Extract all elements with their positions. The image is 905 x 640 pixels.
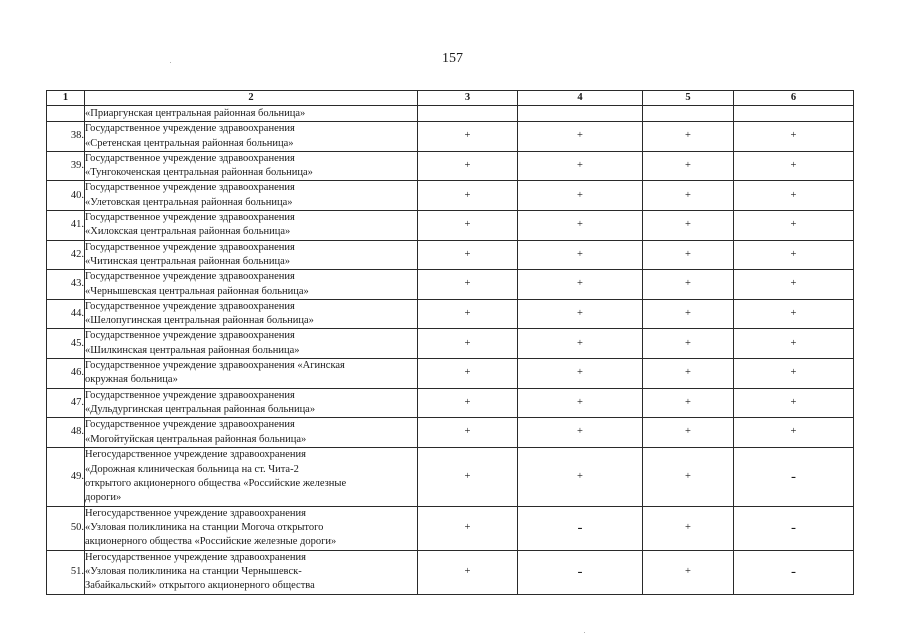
table-row [47, 122, 854, 152]
plus-mark-cell: + [418, 447, 518, 506]
plus-mark-cell: + [734, 329, 854, 359]
plus-mark-cell: + [518, 359, 643, 389]
row-number-cell: 39. [47, 151, 85, 181]
row-number-cell: 43. [47, 270, 85, 300]
plus-mark-cell: + [518, 211, 643, 241]
row-number-cell: 47. [47, 388, 85, 418]
plus-mark-cell: + [734, 388, 854, 418]
header-cell: 2 [85, 91, 418, 106]
continuation-row [47, 106, 854, 122]
header-cell: 6 [734, 91, 854, 106]
facility-name-line: «Шелопугинская центральная районная больница» [85, 315, 314, 327]
table-row [47, 329, 854, 359]
facility-name-cell [85, 299, 418, 329]
table-row [47, 299, 854, 329]
table-row [47, 211, 854, 241]
minus-mark-cell: - [734, 447, 854, 506]
facility-name-cell [85, 181, 418, 211]
plus-mark-cell: + [643, 329, 734, 359]
plus-mark-cell: + [643, 151, 734, 181]
facility-name-cell [85, 418, 418, 448]
facility-name-cell [85, 506, 418, 550]
plus-mark-cell: + [418, 388, 518, 418]
plus-mark-cell: + [734, 181, 854, 211]
facility-name-cell [85, 211, 418, 241]
facility-name-line: Негосударственное учреждение здравоохранения [85, 507, 306, 519]
plus-mark-cell: + [643, 418, 734, 448]
facility-name-line: Государственное учреждение здравоохранения [85, 241, 295, 253]
facility-name-line: Государственное учреждение здравоохранения [85, 212, 295, 224]
plus-mark-cell: + [643, 359, 734, 389]
facility-name-cell [85, 151, 418, 181]
facility-name-line: «Читинская центральная районная больница» [85, 255, 291, 267]
plus-mark-cell: + [734, 299, 854, 329]
facility-name-line: Государственное учреждение здравоохранения [85, 271, 295, 283]
facility-name-line: «Узловая поликлиника на станции Могоча открытого [85, 522, 324, 534]
row-number-cell: 51. [47, 550, 85, 594]
minus-mark-cell: - [734, 506, 854, 550]
header-row [47, 91, 854, 106]
facility-name-line: «Хилокская центральная районная больница» [85, 226, 291, 238]
facility-name-line: окружная больница» [85, 374, 178, 386]
facility-name-cell [85, 329, 418, 359]
plus-mark-cell: + [518, 447, 643, 506]
facility-name-line: «Тунгокоченская центральная районная больница» [85, 167, 313, 179]
facility-name-line: Государственное учреждение здравоохранения [85, 419, 295, 431]
plus-mark-cell: + [518, 388, 643, 418]
facility-name-line: «Узловая поликлиника на станции Чернышевск- [85, 566, 302, 578]
mark-cell [734, 106, 854, 122]
table-row [47, 418, 854, 448]
facility-name-line: Государственное учреждение здравоохранения «Агинская [85, 360, 345, 372]
plus-mark-cell: + [418, 270, 518, 300]
plus-mark-cell: + [734, 418, 854, 448]
header-cell: 4 [518, 91, 643, 106]
facility-name-line: Забайкальский» открытого акционерного общества [85, 580, 315, 592]
facility-name-line: акционерного общества «Российские железные дороги» [85, 536, 337, 548]
facility-name-line: «Могойтуйская центральная районная больница» [85, 433, 307, 445]
plus-mark-cell: + [518, 122, 643, 152]
mark-cell [418, 106, 518, 122]
row-number-cell: 45. [47, 329, 85, 359]
plus-mark-cell: + [734, 122, 854, 152]
table-row [47, 388, 854, 418]
facility-name-line: «Дульдургинская центральная районная больница» [85, 403, 316, 415]
facility-name-line: Государственное учреждение здравоохранения [85, 123, 295, 135]
mark-cell [518, 106, 643, 122]
plus-mark-cell: + [418, 151, 518, 181]
facility-name-line: Государственное учреждение здравоохранения [85, 152, 295, 164]
plus-mark-cell: + [518, 299, 643, 329]
plus-mark-cell: + [643, 240, 734, 270]
row-number-cell: 44. [47, 299, 85, 329]
plus-mark-cell: + [643, 506, 734, 550]
facility-name-line: «Приаргунская центральная районная больница» [85, 107, 306, 119]
facilities-table [46, 90, 854, 595]
facility-name-cell [85, 447, 418, 506]
minus-mark-cell: - [734, 550, 854, 594]
plus-mark-cell: + [518, 151, 643, 181]
plus-mark-cell: + [734, 359, 854, 389]
facility-name-line: «Шилкинская центральная районная больница» [85, 344, 300, 356]
facility-name-cell [85, 359, 418, 389]
plus-mark-cell: + [643, 270, 734, 300]
plus-mark-cell: + [418, 299, 518, 329]
row-number-cell: 38. [47, 122, 85, 152]
scan-speck [170, 62, 171, 63]
minus-mark-cell: - [518, 550, 643, 594]
row-number-cell: 48. [47, 418, 85, 448]
facility-name-line: открытого акционерного общества «Российские железные [85, 477, 347, 489]
plus-mark-cell: + [418, 122, 518, 152]
plus-mark-cell: + [518, 270, 643, 300]
row-number-cell: 46. [47, 359, 85, 389]
facility-name-cell [85, 550, 418, 594]
plus-mark-cell: + [418, 550, 518, 594]
facility-name-cell [85, 388, 418, 418]
row-number-cell: 49. [47, 447, 85, 506]
plus-mark-cell: + [643, 447, 734, 506]
plus-mark-cell: + [734, 240, 854, 270]
table-row [47, 151, 854, 181]
plus-mark-cell: + [518, 240, 643, 270]
facility-name-line: Государственное учреждение здравоохранения [85, 389, 295, 401]
plus-mark-cell: + [643, 122, 734, 152]
row-number-cell [47, 106, 85, 122]
row-number-cell: 41. [47, 211, 85, 241]
table-row [47, 240, 854, 270]
table-row [47, 359, 854, 389]
table-row [47, 181, 854, 211]
plus-mark-cell: + [643, 211, 734, 241]
plus-mark-cell: + [518, 329, 643, 359]
plus-mark-cell: + [418, 359, 518, 389]
row-number-cell: 40. [47, 181, 85, 211]
scan-speck [584, 632, 585, 633]
facility-name-line: дороги» [85, 492, 122, 504]
plus-mark-cell: + [518, 181, 643, 211]
header-cell: 3 [418, 91, 518, 106]
facility-name-line: Государственное учреждение здравоохранения [85, 300, 295, 312]
plus-mark-cell: + [418, 329, 518, 359]
row-number-cell: 50. [47, 506, 85, 550]
facility-name-line: «Улетовская центральная районная больница» [85, 196, 293, 208]
minus-mark-cell: - [518, 506, 643, 550]
facility-name-line: «Сретенская центральная районная больница» [85, 137, 294, 149]
row-number-cell: 42. [47, 240, 85, 270]
facility-name-line: «Чернышевская центральная районная больница» [85, 285, 309, 297]
facility-name-cell [85, 122, 418, 152]
facility-name-line: Негосударственное учреждение здравоохранения [85, 551, 306, 563]
plus-mark-cell: + [418, 211, 518, 241]
facility-name-line: Негосударственное учреждение здравоохранения [85, 449, 306, 461]
table-row [47, 550, 854, 594]
facility-name-line: Государственное учреждение здравоохранения [85, 330, 295, 342]
header-cell: 5 [643, 91, 734, 106]
plus-mark-cell: + [643, 550, 734, 594]
plus-mark-cell: + [518, 418, 643, 448]
plus-mark-cell: + [643, 388, 734, 418]
plus-mark-cell: + [734, 270, 854, 300]
plus-mark-cell: + [643, 299, 734, 329]
plus-mark-cell: + [418, 181, 518, 211]
facility-name-line: Государственное учреждение здравоохранения [85, 182, 295, 194]
plus-mark-cell: + [734, 211, 854, 241]
facility-name-cell [85, 106, 418, 122]
plus-mark-cell: + [418, 418, 518, 448]
table-row [47, 506, 854, 550]
mark-cell [643, 106, 734, 122]
facility-name-cell [85, 240, 418, 270]
facility-name-line: «Дорожная клиническая больница на ст. Чита-2 [85, 463, 299, 475]
plus-mark-cell: + [643, 181, 734, 211]
table-row [47, 270, 854, 300]
facility-name-cell [85, 270, 418, 300]
plus-mark-cell: + [418, 506, 518, 550]
plus-mark-cell: + [734, 151, 854, 181]
table-row [47, 447, 854, 506]
plus-mark-cell: + [418, 240, 518, 270]
header-cell: 1 [47, 91, 85, 106]
page-number: 157 [442, 51, 463, 66]
